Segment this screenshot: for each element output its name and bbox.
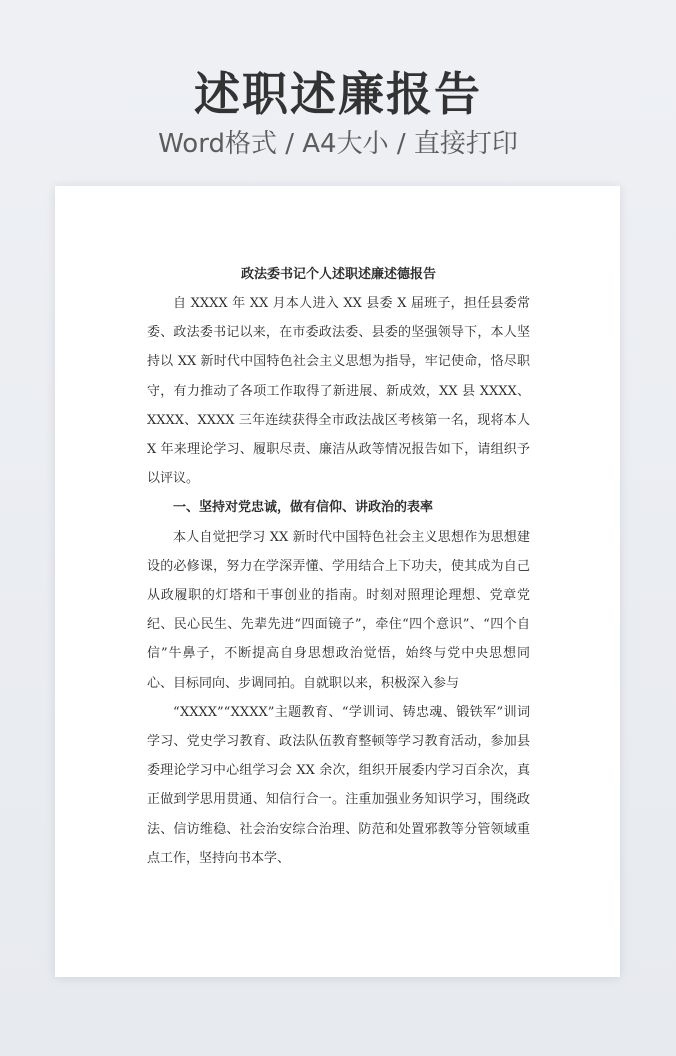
document-title: 政法委书记个人述职述廉述德报告 [240, 267, 436, 282]
intro-paragraph: 自 XXXX 年 XX 月本人进入 XX 县委 X 届班子，担任县委常委、政法委书记以来，在市委政法委、县委的坚强领导下，本人坚持以 XX 新时代中国特色社会主义思想为指导，牢记使命，恪尽职守，有力推动了各项工作取得了新进展、新成效，XX 县 XXXX、XXXX、XXXX 三年连续获得全市政法战区考核第一名，现将本人 X 年来理论学习、履职尽责、廉洁从政等情况报告如下，请组织予以评议。 [147, 296, 530, 487]
page-title: 述职述廉报告 [194, 67, 482, 121]
document-body [147, 264, 530, 873]
section-heading: 一、坚持对党忠诚，做有信仰、讲政治的表率 [173, 500, 434, 516]
header [0, 62, 676, 162]
page-subtitle: Word格式 / A4大小 / 直接打印 [158, 129, 518, 159]
body-paragraph: “XXXX”“XXXX”主题教育、“学训词、铸忠魂、锻铁军”训词学习、党史学习教育、政法队伍教育整顿等学习教育活动，参加县委理论学习中心组学习会 XX 余次，组织开展委内学习百余次，真正做到学思用贯通、知信行合一。注重加强业务知识学习，围绕政法、信访维稳、社会治安综合治理、防范和处置邪教等分管领域重点工作，坚持向书本学、 [147, 704, 530, 866]
body-paragraph: 本人自觉把学习 XX 新时代中国特色社会主义思想作为思想建设的必修课，努力在学深弄懂、学用结合上下功夫，使其成为自己从政履职的灯塔和干事创业的指南。时刻对照理论理想、党章党纪、民心民生、先辈先进“四面镜子”，牵住“四个意识”、“四个自信”牛鼻子，不断提高自身思想政治觉悟，始终与党中央思想同心、目标同向、步调同拍。自就职以来，积极深入参与 [147, 529, 530, 691]
document-page [55, 186, 620, 977]
